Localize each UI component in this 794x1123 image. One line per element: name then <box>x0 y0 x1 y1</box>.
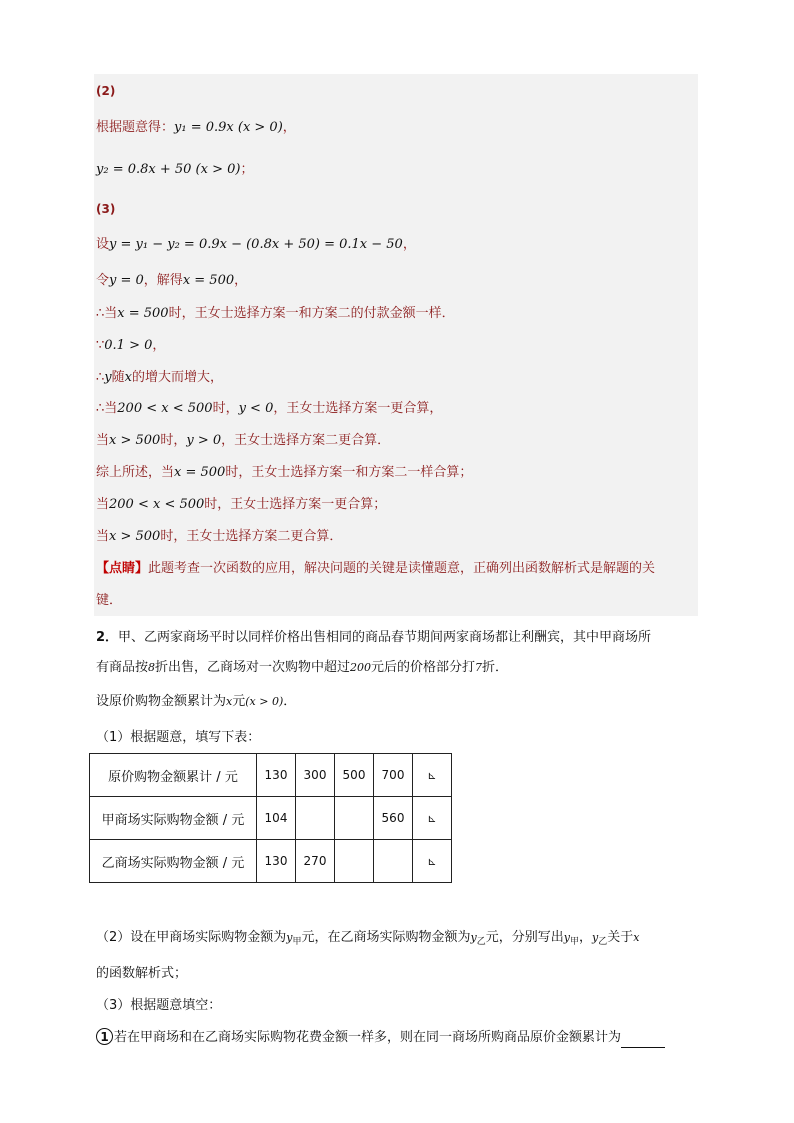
table-cell: 500 <box>335 754 374 797</box>
sol-line-2: 令y = 0，解得x = 500， <box>96 273 248 288</box>
row-header: 原价购物金额累计 / 元 <box>90 754 257 797</box>
part2-intro-line: 根据题意得：y₁ = 0.9x (x > 0)， <box>96 120 296 135</box>
sol-line-8: 综上所述，当x = 500时，王女士选择方案一和方案二一样合算； <box>96 465 473 480</box>
part3-label: (3) <box>96 202 116 216</box>
sol-line-10: 当x > 500时，王女士选择方案二更合算． <box>96 529 343 544</box>
table-row <box>90 840 452 883</box>
sol-line-9: 当200 < x < 500时，王女士选择方案一更合算； <box>96 497 387 512</box>
circled-number: 1 <box>96 1028 113 1045</box>
table-cell: ⊾ <box>413 797 452 840</box>
table-cell <box>335 797 374 840</box>
comment-tag: 【点睛】 <box>96 561 149 576</box>
problem-stem-3: 设原价购物金额累计为x元(x > 0)． <box>96 694 297 709</box>
table-cell: ⊾ <box>413 754 452 797</box>
table-cell: 300 <box>296 754 335 797</box>
table-cell: 700 <box>374 754 413 797</box>
part2-eq2-line: y₂ = 0.8x + 50 (x > 0)； <box>96 162 254 177</box>
sol-line-7: 当x > 500时，y > 0，王女士选择方案二更合算． <box>96 433 391 448</box>
question-1: （1）根据题意，填写下表： <box>96 730 261 745</box>
row-header: 乙商场实际购物金额 / 元 <box>90 840 257 883</box>
table-cell: 130 <box>257 840 296 883</box>
table-cell <box>296 797 335 840</box>
question-3-1: 1 若在甲商场和在乙商场实际购物花费金额一样多，则在同一商场所购商品原价金额累计为 <box>96 1028 665 1048</box>
problem-stem-2: 有商品按8折出售，乙商场对一次购物中超过200元后的价格部分打7折． <box>96 660 509 675</box>
sol-line-5: ∴y随x的增大而增大， <box>96 370 224 385</box>
table-row <box>90 754 452 797</box>
data-table <box>89 753 452 883</box>
table-cell: 104 <box>257 797 296 840</box>
table-cell: 560 <box>374 797 413 840</box>
table-cell <box>374 840 413 883</box>
table-row <box>90 797 452 840</box>
comment-line: 【点睛】此题考查一次函数的应用，解决问题的关键是读懂题意，正确列出函数解析式是解题的关 <box>96 561 656 576</box>
question-2: （2）设在甲商场实际购物金额为$y_甲$元，在乙商场实际购物金额为$y_乙$元，分别写出$y_甲$，$y_乙$关于x <box>96 930 640 947</box>
sol-line-1: 设y = y₁ − y₂ = 0.9x − (0.8x + 50) = 0.1x − 50， <box>96 237 416 252</box>
table-cell <box>335 840 374 883</box>
question-2-cont: 的函数解析式； <box>96 966 188 981</box>
table-cell: 270 <box>296 840 335 883</box>
table-cell: 130 <box>257 754 296 797</box>
question-3: （3）根据题意填空： <box>96 998 222 1013</box>
sol-line-6: ∴当200 < x < 500时，y < 0，王女士选择方案一更合算， <box>96 401 443 416</box>
problem-stem-1: 2．甲、乙两家商场平时以同样价格出售相同的商品春节期间两家商场都让利酬宾，其中甲商场所 <box>96 630 652 645</box>
comment-line-2: 键． <box>96 593 123 608</box>
table-cell: ⊾ <box>413 840 452 883</box>
sol-line-3: ∴当x = 500时，王女士选择方案一和方案二的付款金额一样． <box>96 306 455 321</box>
row-header: 甲商场实际购物金额 / 元 <box>90 797 257 840</box>
answer-blank[interactable] <box>621 1033 665 1048</box>
part2-label: (2) <box>96 84 116 98</box>
sol-line-4: ∵0.1 > 0， <box>96 338 166 353</box>
